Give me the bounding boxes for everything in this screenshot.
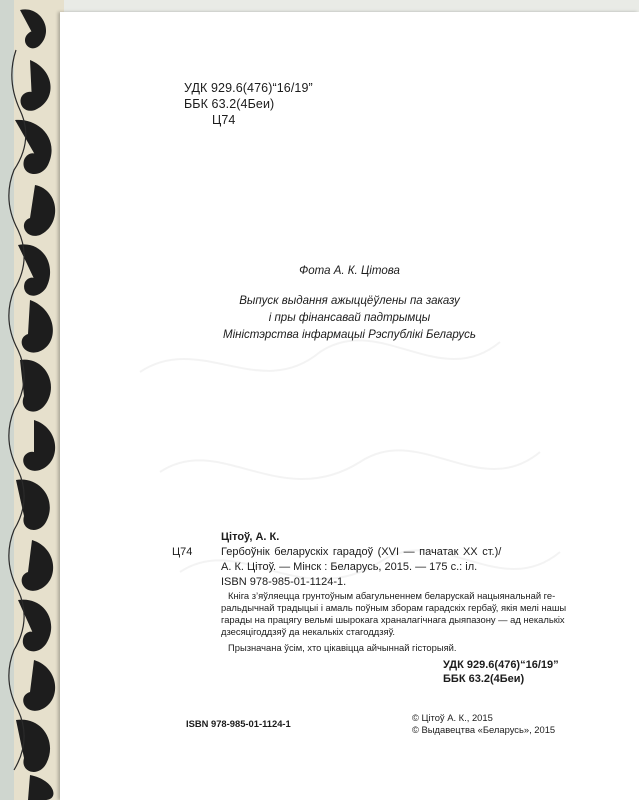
footer-isbn: ISBN 978-985-01-1124-1 bbox=[186, 718, 291, 729]
show-through-ghost-image bbox=[120, 312, 580, 632]
cip-annotation-line-3: гарады на працягу вельмі шырокага храналагічнага дыяпазону — ад некалькіх bbox=[221, 614, 565, 625]
top-author-mark: Ц74 bbox=[212, 113, 236, 127]
ornament-pattern-graphic bbox=[0, 0, 64, 800]
cip-author: Цітоў, А. К. bbox=[221, 531, 280, 543]
photo-credit: Фота А. К. Цітова bbox=[299, 265, 400, 277]
support-note-line-1: Выпуск выдання ажыццёўлены па заказу bbox=[239, 295, 460, 307]
top-bbk-code: ББК 63.2(4Беи) bbox=[184, 97, 275, 111]
decorative-ornament-border bbox=[0, 0, 64, 800]
bottom-udk-code: УДК 929.6(476)“16/19” bbox=[443, 659, 559, 671]
support-note-line-2: і пры фінансавай падтрымцы bbox=[268, 312, 431, 324]
cip-author-mark: Ц74 bbox=[172, 546, 193, 558]
copyright-publisher: © Выдавецтва «Беларусь», 2015 bbox=[412, 724, 556, 735]
cip-annotation-line-4: дзесяцігоддзяў да некалькіх стагоддзяў. bbox=[221, 626, 395, 637]
top-udk-code: УДК 929.6(476)“16/19” bbox=[184, 81, 313, 95]
cip-title-line-2: А. К. Цітоў. — Мінск : Беларусь, 2015. — 175 с.: іл. bbox=[221, 561, 478, 573]
cip-annotation-line-1: Кніга з’яўляецца грунтоўным абагульненнем беларускай нацыянальнай ге- bbox=[228, 590, 556, 601]
document-page bbox=[60, 12, 639, 800]
cip-isbn-line: ISBN 978-985-01-1124-1. bbox=[221, 576, 347, 588]
support-note-line-3: Міністэрства інфармацыі Рэспублікі Беларусь bbox=[223, 329, 476, 341]
bottom-bbk-code: ББК 63.2(4Беи) bbox=[443, 673, 525, 685]
copyright-author: © Цітоў А. К., 2015 bbox=[412, 712, 493, 723]
cip-title-line-1: Гербоўнік беларускіх гарадоў (XVI — пачатак XX ст.)/ bbox=[221, 546, 502, 558]
cip-audience-note: Прызначана ўсім, хто цікавіцца айчыннай гісторыяй. bbox=[228, 642, 457, 653]
cip-annotation-line-2: ральдычнай традыцыі і амаль поўным зборам гарадскіх гербаў, якія мелі нашы bbox=[221, 602, 567, 613]
